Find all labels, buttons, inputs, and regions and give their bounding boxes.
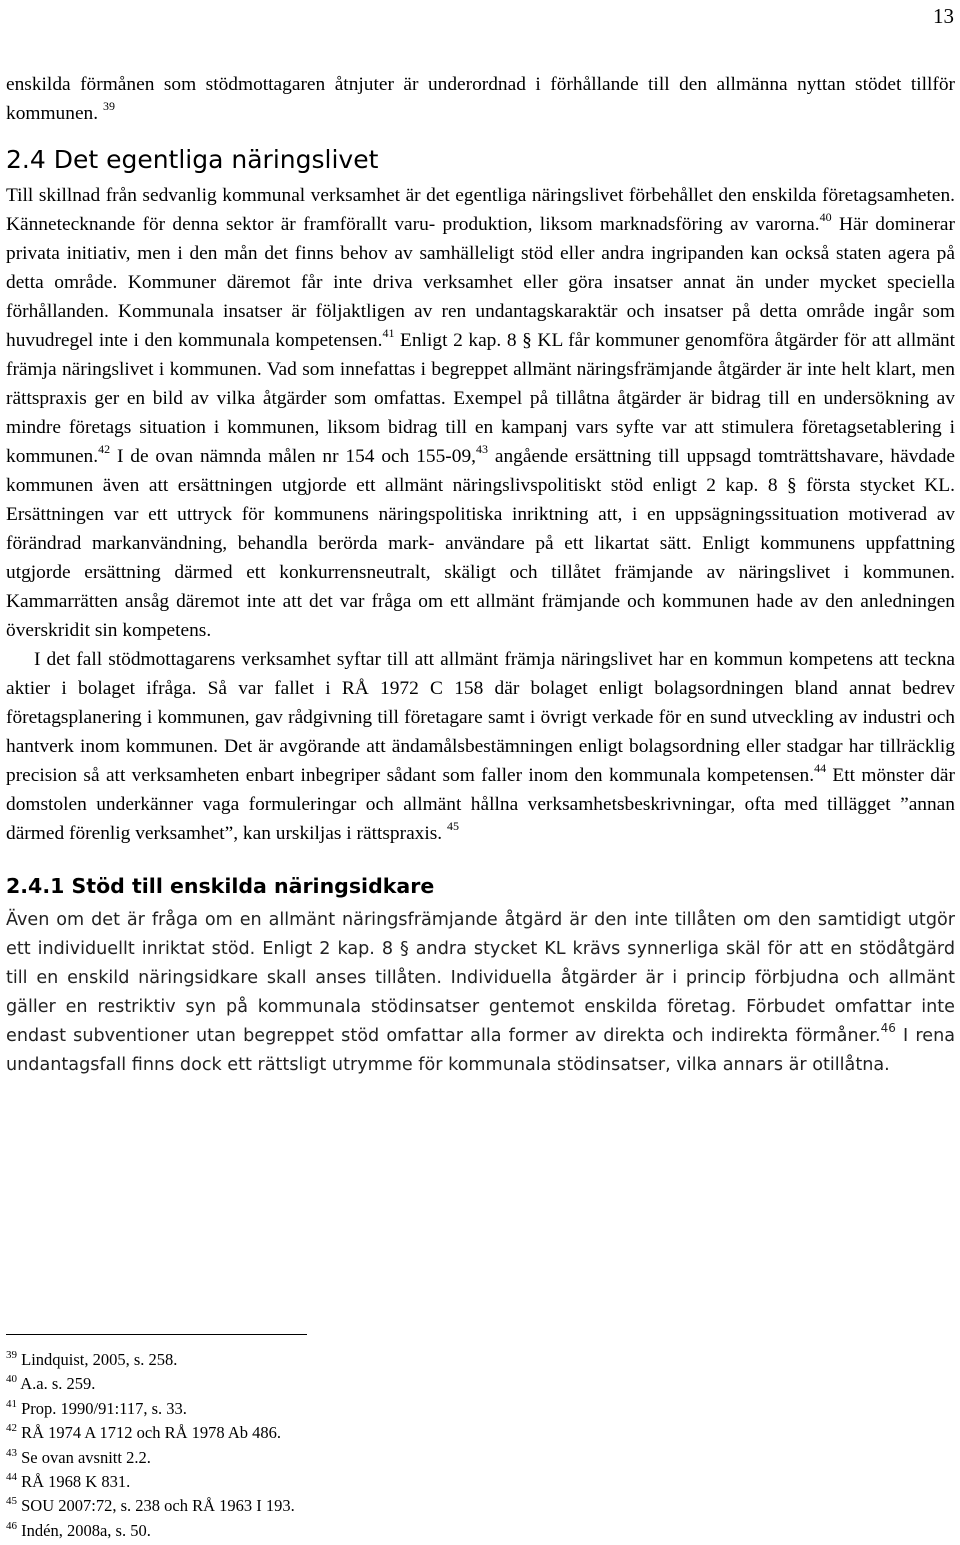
footnote-item xyxy=(6,1446,606,1470)
footnote-number: 40 xyxy=(6,1373,17,1386)
paragraph-text: Ett mönster där domstolen underkänner vaga formuleringar och allmänt hållna verksamhetsbeskrivningar, ofta med tillägget ”annan därmed förenlig verksamhet”, kan urskiljas i rättspraxis. xyxy=(6,765,955,844)
footnote-text: A.a. s. 259. xyxy=(20,1374,96,1394)
footnote-ref-44[interactable]: 44 xyxy=(814,761,827,775)
footnote-ref-43[interactable]: 43 xyxy=(476,442,488,456)
paragraph-text: Enligt 2 kap. 8 § KL får kommuner genomföra åtgärder för att allmänt främja näringslivet i kommunen. Vad som innefattas i begreppet allmänt näringsfrämjande åtgärder är inte helt klart, men rättspraxis ger en bild av vilka åtgärder som omfattas. Exempel på tillåtna åtgärder är bidrag till en undersökning av mindre företags situation i kommunen, liksom bidrag till en kampanj vars syfte var att stimulera företagsetablering i kommunen. xyxy=(6,330,956,467)
paragraph-stod xyxy=(6,906,955,1080)
footnote-number: 46 xyxy=(6,1519,17,1532)
paragraph-text: I det fall stödmottagarens verksamhet syftar till att allmänt främja näringslivet har en kommun kompetens att teckna aktier i bolaget ifråga. Så var fallet i RÅ 1972 C 158 där bolaget enligt bolagsordningen bland annat bedrev företagsplanering i kommunen, gav rådgivning till företagare samt i övrigt verkade för en sund utveckling av industri och hantverk inom kommunen. Det är avgörande att ändamålsbestämningen enligt bolagsordning eller stadgar har tillräcklig precision så att verksamheten enbart inbegriper sådant som faller inom den kommunala kompetensen. xyxy=(6,649,955,786)
footnote-text: Lindquist, 2005, s. 258. xyxy=(21,1350,178,1369)
footnote-item xyxy=(6,1470,606,1494)
footnote-ref-40[interactable]: 40 xyxy=(819,210,832,224)
paragraph-text: Här dominerar privata initiativ, men i den mån det finns behov av samhälleligt stöd eller andra ingripanden kan också staten agera på detta område. Kommuner däremot får inte driva verksamhet eller göra insatser annat än under mycket speciella förhållanden. Kommunala insatser är följaktligen av ren undantagskaraktär och insatser på detta område ingår som huvudregel inte i den kommunala kompetensen. xyxy=(6,214,955,351)
footnote-item xyxy=(6,1519,606,1543)
footnote-number: 43 xyxy=(6,1446,17,1459)
footnote-item xyxy=(6,1348,606,1372)
footnote-text: SOU 2007:72, s. 238 och RÅ 1963 I 193. xyxy=(21,1496,295,1516)
footnote-item xyxy=(6,1494,606,1518)
footnote-text: Se ovan avsnitt 2.2. xyxy=(21,1447,151,1467)
paragraph-text: Till skillnad från sedvanlig kommunal verksamhet är det egentliga näringslivet förbehållet den enskilda företagsamheten. Kännetecknande för denna sektor är framförallt varu- produktion, liksom marknadsföring av varorna. xyxy=(6,185,955,235)
footnote-text: Prop. 1990/91:117, s. 33. xyxy=(21,1398,187,1418)
footnote-number: 44 xyxy=(6,1471,17,1484)
section-heading: 2.4 Det egentliga näringslivet xyxy=(6,145,379,174)
footnote-ref-45[interactable]: 45 xyxy=(447,819,460,833)
paragraph-aktier xyxy=(6,645,955,848)
footnote-ref-46[interactable]: 46 xyxy=(880,1021,896,1035)
footnote-number: 45 xyxy=(6,1495,17,1508)
footnote-item xyxy=(6,1372,606,1396)
footnotes xyxy=(6,1348,606,1543)
footnote-item xyxy=(6,1397,606,1421)
page-body xyxy=(6,70,955,1080)
paragraph-naringslivet xyxy=(6,181,955,645)
footnote-ref-39[interactable]: 39 xyxy=(102,99,115,113)
paragraph-text: Även om det är fråga om en allmänt näringsfrämjande åtgärd är den inte tillåten om den samtidigt utgör ett individuellt inriktat stöd. Enligt 2 kap. 8 § andra stycket KL krävs synnerliga skäl för att en stödåtgärd till en enskild näringsidkare skall anses tillåten. Individuella åtgärder är i princip förbjudna och allmänt gäller en restriktiv syn på kommunala stödinsatser gentemot enskilda företag. Förbudet omfattar inte endast subventioner utan begreppet stöd omfattar alla former av direkta och indirekta förmåner. xyxy=(6,910,955,1046)
paragraph-text: enskilda förmånen som stödmottagaren åtnjuter är underordnad i förhållande till den allmänna nyttan stödet tillför kommunen. xyxy=(6,74,955,124)
paragraph-intro xyxy=(6,70,955,128)
footnote-number: 42 xyxy=(6,1422,17,1435)
footnote-text: RÅ 1968 K 831. xyxy=(21,1472,131,1492)
footnote-ref-42[interactable]: 42 xyxy=(98,442,111,456)
paragraph-text: I de ovan nämnda målen nr 154 och 155-09, xyxy=(110,446,476,467)
footnote-text: RÅ 1974 A 1712 och RÅ 1978 Ab 486. xyxy=(21,1423,282,1443)
footnote-separator xyxy=(6,1334,307,1335)
footnote-ref-41[interactable]: 41 xyxy=(382,326,395,340)
footnote-number: 41 xyxy=(6,1397,17,1410)
paragraph-text: I rena undantagsfall finns dock ett rättsligt utrymme för kommunala stödinsatser, vilka annars är otillåtna. xyxy=(6,1026,955,1075)
page-number: 13 xyxy=(933,4,954,28)
footnote-item xyxy=(6,1421,606,1445)
footnote-text: Indén, 2008a, s. 50. xyxy=(21,1520,151,1540)
paragraph-text: angående ersättning till uppsagd tomträttshavare, hävdade kommunen även att ersättningen utgjorde ett allmänt näringslivspolitiskt stöd enligt 2 kap. 8 § första stycket KL. Ersättningen var ett uttryck för kommunens näringspolitiska inriktning att, i en uppsägningssituation motiverad av förändrad markanvändning, behandla berörda mark- användare på ett likartat sätt. Enligt kommunens uppfattning utgjorde ersättning därmed ett konkurrensneutralt, skäligt och tillåtet främjande av näringslivet i kommunen. Kammarrätten ansåg däremot inte att det var fråga om ett allmänt främjande och kommunen hade av den anledningen överskridit sin kompetens. xyxy=(6,446,956,641)
subsection-heading: 2.4.1 Stöd till enskilda näringsidkare xyxy=(6,874,435,898)
footnote-number: 39 xyxy=(6,1349,17,1361)
